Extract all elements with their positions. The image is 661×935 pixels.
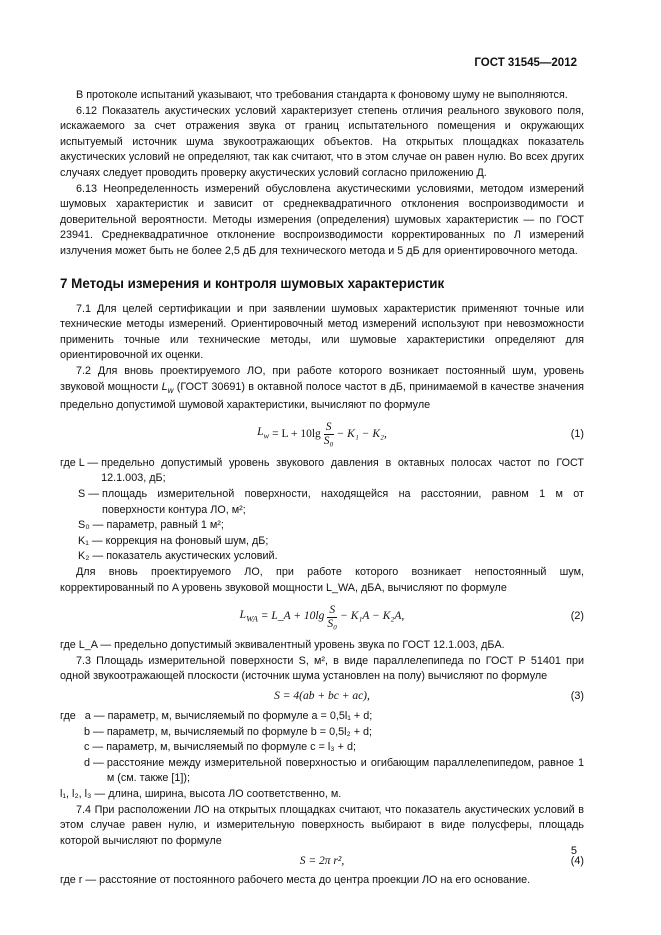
paragraph-7-2: 7.2 Для вновь проектируемого ЛО, при работе которого возникает постоянный шум, уровень звуковой мощности $L_w$ (ГОСТ 30691) в октавной полосе частот в дБ, принимаемой в качестве значения предельно допустимой шумовой характеристики, вычисляют по формуле	[60, 364, 585, 412]
paragraph-6-13: 6.13 Неопределенность измерений обусловлена акустическими условиями, методом измерений шумовых характеристик и зависит от среднеквадратичного отклонения воспроизводимости и доверительной вероятности. Методы измерения (определения) шумовых характеристик — по ГОСТ 23941. Среднеквадратичное отклонение воспроизводимости корректированных по Л измерений излучения может быть не более 2,5 дБ для технического метода и 5 дБ для ориентировочного метода.	[60, 182, 584, 257]
page-content	[60, 88, 584, 889]
equation-number-4: (4)	[570, 854, 584, 867]
fraction-s-s0: $\frac{S}{\text{S₀}}$	[323, 421, 334, 448]
equation-number-3: (3)	[570, 690, 584, 703]
standard-header: ГОСТ 31545—2012	[474, 57, 577, 69]
paragraph-7-1: 7.1 Для целей сертификации и при заявлении шумовых характеристик применяют точные или технические методы измерений. Ориентировочный метод измерений используют при невозможности применить точные или технические методы, или шумовые характеристики определяют для ориентировочной их оценки.	[60, 302, 584, 362]
symbol-lw: $L_w$	[161, 380, 174, 395]
where-item: S₀ — параметр, равный 1 м²;	[60, 519, 224, 532]
where-list-3	[60, 709, 584, 803]
where-item: d — расстояние между измерительной поверхностью и огибающим параллелепипедом, равное 1 м (см. также [1]);	[60, 756, 584, 785]
section-7-title: 7 Методы измерения и контроля шумовых характеристик	[60, 275, 445, 291]
formula-4: S = 2π r², (4)	[60, 849, 584, 873]
where-4: где r — расстояние от постоянного рабочего места до центра проекции ЛО на его основание.	[60, 874, 531, 887]
where-item: c — параметр, м, вычисляемый по формуле c = l₃ + d;	[60, 741, 356, 754]
where-item: где L — предельно допустимый уровень звукового давления в октавных полосах частот по ГОСТ 12.1.003, дБ;	[60, 456, 584, 485]
where-list-1	[60, 456, 584, 565]
paragraph-7-2-nonconstant: Для вновь проектируемого ЛО, при работе которого возникает непостоянный шум, корректированный по A уровень звуковой мощности L_WA, дБA, вычисляют по формуле	[60, 566, 584, 594]
where-item: где a — параметр, м, вычисляемый по формуле a = 0,5l₁ + d;	[60, 709, 373, 722]
where-2: где L_A — предельно допустимый эквивалентный уровень звука по ГОСТ 12.1.003, дБA.	[60, 639, 505, 652]
paragraph-6-12: 6.12 Показатель акустических условий характеризует степень отличия реального звукового поля, искажаемого за счет отражения звука от границ испытательного помещения и окружающих испытуемый источник шума звукоотражающих объектов. На открытых площадках показатель акустических условий не определяют, так как считают, что в этом случае он равен нулю. Во всех других случаях следует проводить проверку акустических условий согласно приложению Д.	[60, 104, 584, 179]
paragraph-protocol: В протоколе испытаний указывают, что требования стандарта к фоновому шуму не выполняются.	[76, 89, 568, 101]
formula-1: $L_w$ = L + 10lg $\frac{S}{\text{S₀}}$ − K₁ − K₂, (1)	[257, 421, 584, 448]
page-number: 5	[570, 845, 577, 857]
where-item: b — параметр, м, вычисляемый по формуле b = 0,5l₂ + d;	[60, 725, 373, 738]
where-item: l₁, l₂, l₃ — длина, ширина, высота ЛО соответственно, м.	[60, 787, 342, 800]
where-item: S — площадь измерительной поверхности, находящейся на расстоянии, равном 1 м от поверхности контура ЛО, м²;	[60, 488, 584, 516]
equation-number-1: (1)	[570, 428, 584, 441]
formula-2: $L_{WA}$ = L_A + 10lg $\frac{S}{\text{S₀}}$ − K₁A − K₂A, (2)	[239, 603, 584, 630]
equation-number-2: (2)	[570, 610, 584, 623]
fraction-s-s0: $\frac{S}{\text{S₀}}$	[327, 603, 338, 630]
where-item: K₁ — коррекция на фоновый шум, дБ;	[60, 534, 269, 547]
where-item: K₂ — показатель акустических условий.	[60, 550, 278, 563]
paragraph-7-3: 7.3 Площадь измерительной поверхности S, м², в виде параллелепипеда по ГОСТ Р 51401 при одной звукоотражающей плоскости (источник шума установлен на полу) вычисляют по формуле	[60, 654, 584, 683]
paragraph-7-4: 7.4 При расположении ЛО на открытых площадках считают, что показатель акустических условий в этом случае равен нулю, и измерительную поверхность выбирают в виде полусферы, площадь которой вычисляют по формуле	[60, 803, 584, 847]
formula-3: S = 4(ab + bc + ac), (3)	[60, 685, 584, 709]
